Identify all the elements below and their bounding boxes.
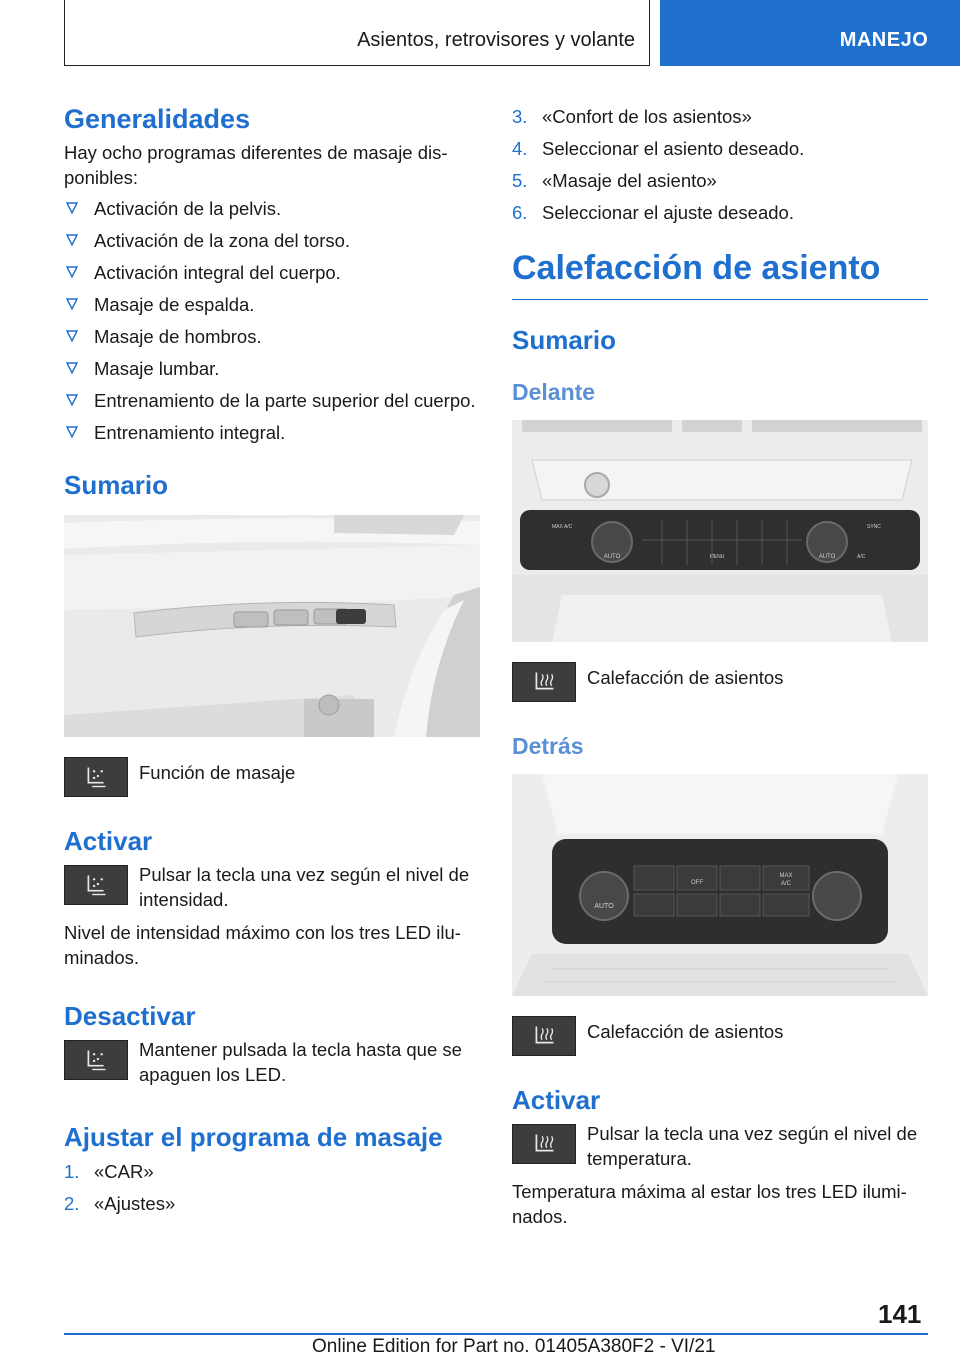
front-heating-label: Calefacción de asientos	[587, 667, 784, 688]
seat-massage-icon	[64, 757, 128, 797]
desactivar-heading: Desactivar	[64, 1001, 196, 1031]
seat-massage-icon	[64, 1040, 128, 1080]
list-item: 2. «Ajustes»	[64, 1193, 176, 1214]
list-item: 3. «Confort de los asientos»	[512, 106, 752, 127]
massage-function-row	[64, 757, 480, 797]
activar-heating-instruction: Pulsar la tecla una vez según el nivel de temperatura.	[587, 1123, 918, 1169]
triangle-bullet-icon	[66, 202, 78, 214]
panel-ac: A/C	[857, 554, 866, 560]
rear-climate-panel-photo	[512, 774, 928, 996]
panel-auto-right: AUTO	[818, 554, 836, 560]
intro-text: Hay ocho programas diferentes de masaje dis-ponibles:	[64, 142, 448, 188]
panel-max-ac: MAX A/C	[552, 524, 573, 530]
triangle-bullet-icon	[66, 266, 78, 278]
seat-heating-icon	[512, 662, 576, 702]
desactivar-row	[64, 1034, 480, 1087]
generalidades-heading: Generalidades	[64, 104, 251, 134]
rear-heating-row	[512, 1016, 928, 1056]
activar-instruction: Pulsar la tecla una vez según el nivel de intensidad.	[139, 864, 470, 910]
rear-panel-ac: A/C	[780, 881, 792, 887]
calefaccion-heading: Calefacción de asiento	[512, 247, 928, 300]
left-column	[64, 96, 480, 1223]
page-header	[0, 0, 960, 66]
rear-panel-auto: AUTO	[594, 903, 614, 910]
list-item: 6. Seleccionar el ajuste deseado.	[512, 202, 794, 223]
rear-panel-off: OFF	[691, 880, 703, 886]
triangle-bullet-icon	[66, 330, 78, 342]
activar-heading: Activar	[64, 826, 153, 856]
list-item: 4. Seleccionar el asiento deseado.	[512, 138, 805, 159]
panel-sync: SYNC	[867, 524, 881, 530]
activar-heating-note: Temperatura máxima al estar los tres LED ilumi-nados.	[512, 1181, 907, 1227]
seat-heating-icon	[512, 1016, 576, 1056]
triangle-bullet-icon	[66, 362, 78, 374]
sumario-heading-right: Sumario	[512, 325, 617, 355]
rear-heating-label: Calefacción de asientos	[587, 1021, 784, 1042]
header-chapter-box	[64, 0, 650, 66]
list-item: Activación de la pelvis.	[64, 196, 480, 221]
list-item: Masaje de hombros.	[64, 324, 480, 349]
triangle-bullet-icon	[66, 234, 78, 246]
massage-program-list	[64, 196, 480, 445]
rear-panel-max: MAX	[779, 873, 793, 879]
activar-heating-row	[512, 1118, 928, 1171]
triangle-bullet-icon	[66, 298, 78, 310]
desactivar-instruction: Mantener pulsada la tecla hasta que se apaguen los LED.	[139, 1039, 462, 1085]
delante-heading: Delante	[512, 379, 596, 405]
triangle-bullet-icon	[66, 426, 78, 438]
massage-function-label: Función de masaje	[139, 762, 296, 783]
activar-row	[64, 859, 480, 912]
right-column	[512, 104, 928, 1229]
front-heating-row	[512, 662, 928, 702]
seat-massage-icon	[64, 865, 128, 905]
sumario-heading: Sumario	[64, 470, 169, 500]
door-massage-controls-photo	[64, 515, 480, 737]
chapter-title: Asientos, retrovisores y volante	[357, 29, 635, 51]
ajustar-steps-list-continued	[512, 104, 928, 225]
detras-heading: Detrás	[512, 733, 584, 759]
page-number: 141	[878, 1299, 922, 1329]
list-item: Activación de la zona del torso.	[64, 228, 480, 253]
activar-note: Nivel de intensidad máximo con los tres LED ilu-minados.	[64, 922, 461, 968]
seat-heating-icon	[512, 1124, 576, 1164]
ajustar-steps-list	[64, 1159, 480, 1216]
list-item: Masaje de espalda.	[64, 292, 480, 317]
panel-menu: MENU	[709, 554, 725, 560]
list-item: Entrenamiento de la parte superior del cuerpo.	[64, 388, 480, 413]
footer-divider	[64, 1333, 928, 1335]
front-climate-panel-photo	[512, 420, 928, 642]
section-tag: MANEJO	[839, 29, 929, 51]
list-item: 1. «CAR»	[64, 1161, 154, 1182]
header-section-tab	[660, 0, 960, 66]
activar-heading-right: Activar	[512, 1085, 601, 1115]
triangle-bullet-icon	[66, 394, 78, 406]
ajustar-heading: Ajustar el programa de masaje	[64, 1122, 443, 1152]
footer-edition: Online Edition for Part no. 01405A380F2 - VI/21	[312, 1336, 716, 1357]
panel-auto-left: AUTO	[603, 554, 621, 560]
list-item: Entrenamiento integral.	[64, 420, 480, 445]
list-item: Masaje lumbar.	[64, 356, 480, 381]
list-item: Activación integral del cuerpo.	[64, 260, 480, 285]
list-item: 5. «Masaje del asiento»	[512, 170, 717, 191]
